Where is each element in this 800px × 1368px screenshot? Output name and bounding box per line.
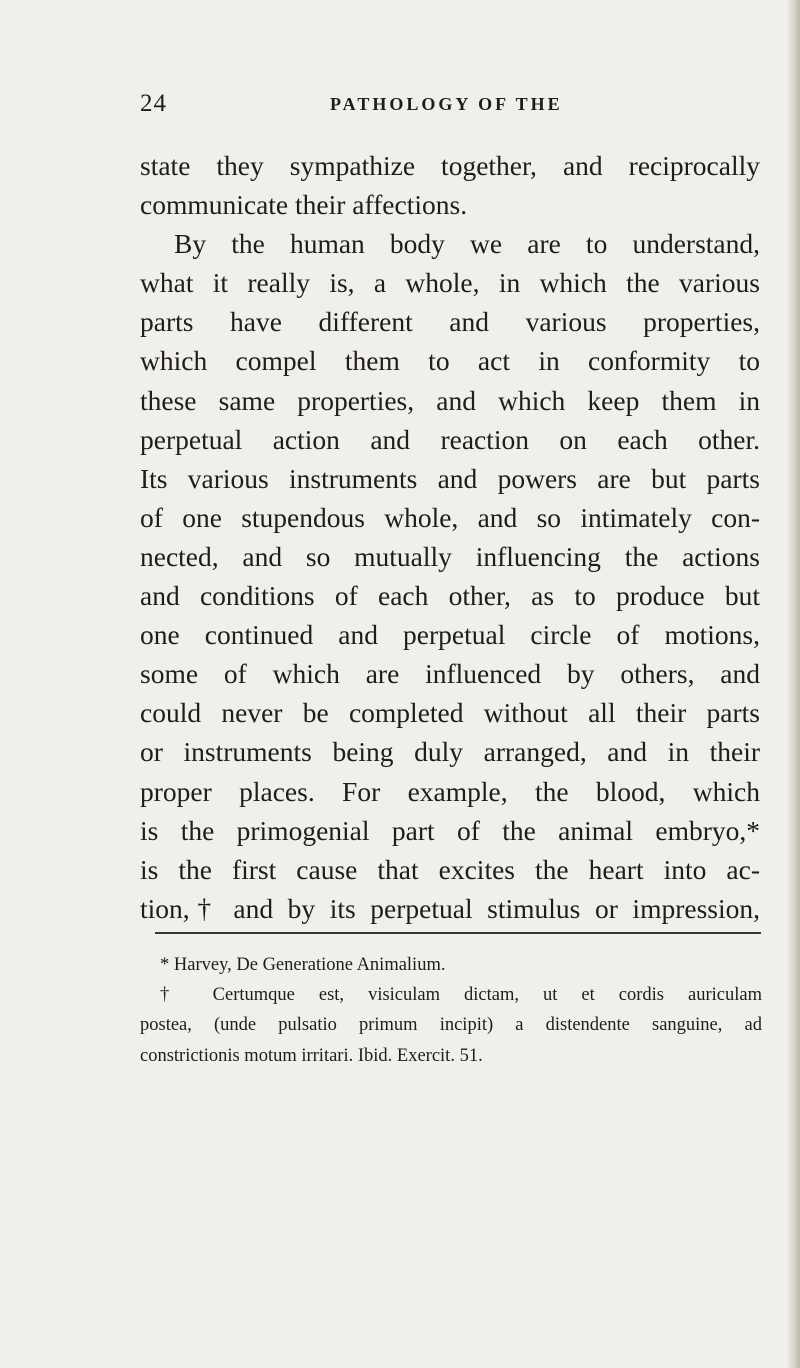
page-number: 24 <box>140 90 167 117</box>
footnote-line: postea, (unde pulsatio primum incipit) a distendente sanguine, ad <box>140 1015 762 1036</box>
text-line: By the human body we are to understand, <box>174 228 760 260</box>
text-line: perpetual action and reaction on each other. <box>140 423 760 455</box>
text-line: nected, and so mutually influencing the actions <box>140 540 760 572</box>
text-line: these same properties, and which keep them in <box>140 384 760 416</box>
footnotes <box>140 950 762 1071</box>
running-head: PATHOLOGY OF THE <box>330 94 563 114</box>
text-line: of one stupendous whole, and so intimately con- <box>140 501 760 533</box>
text-line: or instruments being duly arranged, and in their <box>140 736 760 768</box>
text-line: state they sympathize together, and reciprocally <box>140 150 760 181</box>
footnote-rule <box>155 932 761 934</box>
text-line: is the first cause that excites the heart into ac- <box>140 853 760 885</box>
text-line: Its various instruments and powers are but parts <box>140 462 760 494</box>
footnote-line: constrictionis motum irritari. Ibid. Exercit. 51. <box>140 1045 483 1066</box>
page-header <box>140 90 760 122</box>
text-line: and conditions of each other, as to produce but <box>140 580 760 612</box>
text-line: tion,† and by its perpetual stimulus or impression, <box>140 892 760 924</box>
text-line: proper places. For example, the blood, which <box>140 775 760 807</box>
text-line: parts have different and various properties, <box>140 306 760 338</box>
footnote-line: * Harvey, De Generatione Animalium. <box>160 955 446 975</box>
body-text <box>140 146 760 928</box>
text-line: is the primogenial part of the animal embryo,* <box>140 814 760 846</box>
footnote-line: † Certumque est, visiculam dictam, ut et cordis auriculam <box>160 985 762 1006</box>
text-line: some of which are influenced by others, and <box>140 658 760 690</box>
text-line: one continued and perpetual circle of motions, <box>140 619 760 651</box>
text-line: what it really is, a whole, in which the various <box>140 267 760 299</box>
page-edge-shadow <box>786 0 800 1368</box>
text-line: could never be completed without all their parts <box>140 697 760 729</box>
text-line: communicate their affections. <box>140 189 468 221</box>
text-line: which compel them to act in conformity to <box>140 345 760 377</box>
